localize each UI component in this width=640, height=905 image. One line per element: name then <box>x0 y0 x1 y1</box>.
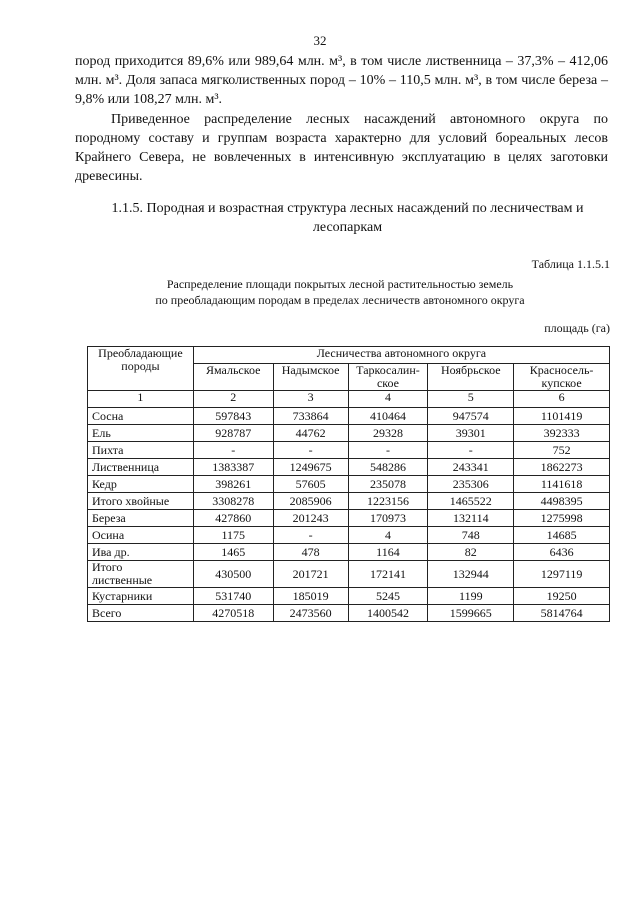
row-species-label: Пихта <box>88 442 194 459</box>
row-species-label: Всего <box>88 605 194 622</box>
table-cell: 752 <box>514 442 610 459</box>
table-cell: 29328 <box>348 425 428 442</box>
table-cell: 132114 <box>428 510 514 527</box>
table-cell: 19250 <box>514 588 610 605</box>
table-cell: 235078 <box>348 476 428 493</box>
row-species-label: Кедр <box>88 476 194 493</box>
table-cell: 1465522 <box>428 493 514 510</box>
table-row <box>88 605 610 622</box>
table-cell: 5814764 <box>514 605 610 622</box>
table-cell: 3308278 <box>193 493 273 510</box>
row-species-label: Ива др. <box>88 544 194 561</box>
table-row <box>88 459 610 476</box>
table-cell: 201243 <box>273 510 348 527</box>
table-cell: 6436 <box>514 544 610 561</box>
table-row <box>88 442 610 459</box>
column-number: 4 <box>348 391 428 408</box>
table-caption-line-1: Распределение площади покрытых лесной растительностью земель <box>166 277 514 291</box>
table-cell: 478 <box>273 544 348 561</box>
table-cell: 4 <box>348 527 428 544</box>
row-species-label: Итого хвойные <box>88 493 194 510</box>
table-row <box>88 527 610 544</box>
table-caption-line-2: по преобладающим породам в пределах лесничеств автономного округа <box>155 293 525 307</box>
table-cell: 947574 <box>428 408 514 425</box>
table-row <box>88 544 610 561</box>
table-cell: 531740 <box>193 588 273 605</box>
table-cell: 57605 <box>273 476 348 493</box>
table-number: Таблица 1.1.5.1 <box>531 257 610 271</box>
table-cell: 430500 <box>193 561 273 588</box>
column-number: 1 <box>88 391 194 408</box>
column-number: 5 <box>428 391 514 408</box>
header-krasnoselkupskoe: Красносель- купское <box>514 364 610 391</box>
table-cell: 201721 <box>273 561 348 588</box>
table-caption <box>100 276 580 308</box>
row-species-label: Итого лиственные <box>88 561 194 588</box>
table-cell: 1383387 <box>193 459 273 476</box>
table-cell: 14685 <box>514 527 610 544</box>
table-cell: 597843 <box>193 408 273 425</box>
table-cell: 5245 <box>348 588 428 605</box>
table-cell: 748 <box>428 527 514 544</box>
table-cell: - <box>193 442 273 459</box>
table-cell: 1101419 <box>514 408 610 425</box>
page-number: 32 <box>313 33 327 48</box>
column-number: 3 <box>273 391 348 408</box>
table-cell: 1249675 <box>273 459 348 476</box>
table-cell: - <box>273 527 348 544</box>
table-cell: 243341 <box>428 459 514 476</box>
table-cell: 1164 <box>348 544 428 561</box>
table-row <box>88 561 610 588</box>
table-cell: 1599665 <box>428 605 514 622</box>
table-cell: - <box>273 442 348 459</box>
table-row <box>88 476 610 493</box>
paragraph-2: Приведенное распределение лесных насаждений автономного округа по породному составу и группам возраста характерно для условий бореальных лесов Крайнего Севера, не вовлеченных в интенсивную эксплуатацию в целях заготовки древесины. <box>75 112 608 184</box>
table-cell: 185019 <box>273 588 348 605</box>
table-cell: 398261 <box>193 476 273 493</box>
row-species-label: Ель <box>88 425 194 442</box>
table-row <box>88 510 610 527</box>
table-cell: 733864 <box>273 408 348 425</box>
paragraph-1: пород приходится 89,6% или 989,64 млн. м³, в том числе лиственница – 37,3% – 412,06 млн. м³. Доля запаса мягколиственных пород – 10% – 110,5 млн. м³, в том числе береза – 9,8% или 108,27 млн. м³. <box>75 54 608 107</box>
table-row <box>88 425 610 442</box>
header-nadymskoe: Надымское <box>273 364 348 391</box>
table-cell: 427860 <box>193 510 273 527</box>
section-heading: 1.1.5. Породная и возрастная структура лесных насаждений по лесничествам и лесопаркам <box>111 201 584 235</box>
row-species-label: Кустарники <box>88 588 194 605</box>
table-cell: 44762 <box>273 425 348 442</box>
table-cell: 1223156 <box>348 493 428 510</box>
header-species: Преобладающие породы <box>88 347 194 391</box>
table-cell: 928787 <box>193 425 273 442</box>
row-species-label: Сосна <box>88 408 194 425</box>
table-cell: 82 <box>428 544 514 561</box>
header-tarkosalinskoe: Таркосалин- ское <box>348 364 428 391</box>
table-cell: 392333 <box>514 425 610 442</box>
table-cell: 39301 <box>428 425 514 442</box>
header-forestries-group: Лесничества автономного округа <box>193 347 609 364</box>
table-row <box>88 493 610 510</box>
table-body <box>88 408 610 622</box>
table-cell: 1199 <box>428 588 514 605</box>
row-species-label: Осина <box>88 527 194 544</box>
table-cell: - <box>428 442 514 459</box>
column-number: 2 <box>193 391 273 408</box>
table-cell: 2085906 <box>273 493 348 510</box>
table-cell: 1297119 <box>514 561 610 588</box>
table-cell: 4498395 <box>514 493 610 510</box>
row-species-label: Лиственница <box>88 459 194 476</box>
table-cell: 548286 <box>348 459 428 476</box>
table-row <box>88 588 610 605</box>
row-species-label: Береза <box>88 510 194 527</box>
unit-label: площадь (га) <box>544 321 610 335</box>
table-cell: 1465 <box>193 544 273 561</box>
column-number: 6 <box>514 391 610 408</box>
table-cell: 2473560 <box>273 605 348 622</box>
header-noyabrskoe: Ноябрьское <box>428 364 514 391</box>
table-cell: 1175 <box>193 527 273 544</box>
forest-distribution-table <box>87 346 610 622</box>
table-cell: 170973 <box>348 510 428 527</box>
header-yamalskoe: Ямальское <box>193 364 273 391</box>
table-cell: 1862273 <box>514 459 610 476</box>
table-cell: 132944 <box>428 561 514 588</box>
table-cell: 235306 <box>428 476 514 493</box>
table-row <box>88 408 610 425</box>
table-cell: 1400542 <box>348 605 428 622</box>
table-cell: 4270518 <box>193 605 273 622</box>
table-cell: - <box>348 442 428 459</box>
table-cell: 172141 <box>348 561 428 588</box>
table-cell: 1141618 <box>514 476 610 493</box>
table-cell: 410464 <box>348 408 428 425</box>
table-cell: 1275998 <box>514 510 610 527</box>
